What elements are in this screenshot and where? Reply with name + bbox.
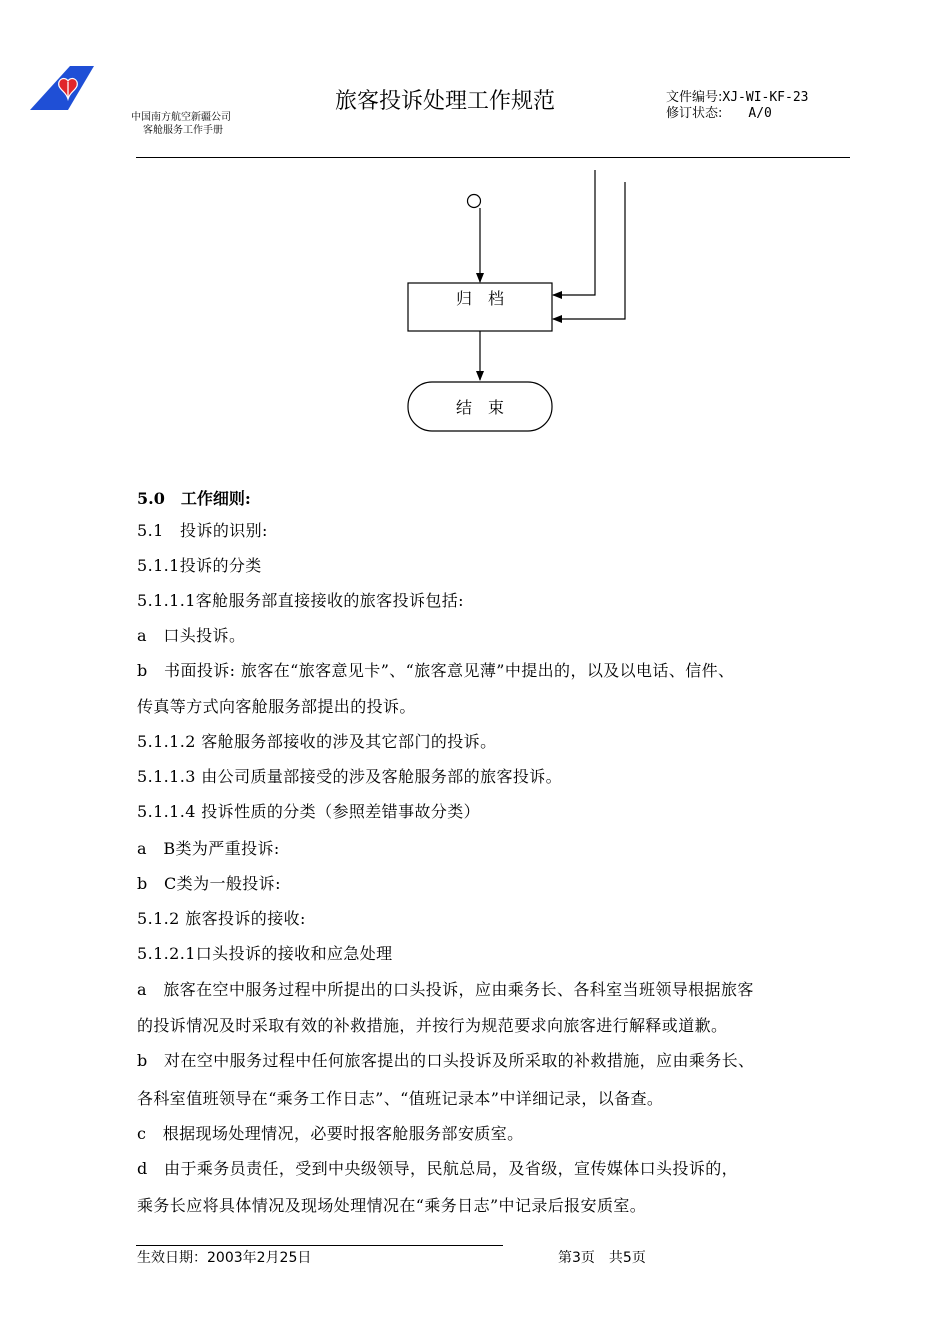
company-line-1: 中国南方航空新疆公司: [131, 112, 231, 123]
flowchart: [0, 0, 950, 440]
paragraph-line: b 对在空中服务过程中任何旅客提出的口头投诉及所采取的补救措施，应由乘务长、: [137, 1051, 755, 1070]
paragraph-line: 5.1.1.1客舱服务部直接接收的旅客投诉包括:: [137, 591, 464, 610]
paragraph-line: a 口头投诉。: [137, 626, 246, 645]
revision-label: 修订状态:: [666, 106, 723, 121]
paragraph-line: c 根据现场处理情况，必要时报客舱服务部安质室。: [137, 1124, 524, 1143]
paragraph-line: 5.1.1.4 投诉性质的分类（参照差错事故分类）: [137, 802, 481, 821]
paragraph-line: b 书面投诉: 旅客在“旅客意见卡”、“旅客意见薄”中提出的，以及以电话、信件、: [137, 661, 735, 680]
paragraph-line: 5.1.2 旅客投诉的接收:: [137, 909, 306, 928]
doc-number: XJ-WI-KF-23: [722, 90, 809, 105]
paragraph-line: 5.1.1投诉的分类: [137, 556, 262, 575]
paragraph-line: 各科室值班领导在“乘务工作日志”、“值班记录本”中详细记录，以备查。: [137, 1089, 664, 1108]
connector-circle: [468, 195, 481, 208]
archive-label: 归 档: [455, 289, 505, 308]
revision-value: A/0: [748, 106, 772, 121]
paragraph-line: 的投诉情况及时采取有效的补救措施，并按行为规范要求向旅客进行解释或道歉。: [137, 1016, 728, 1035]
page-number: 第3页 共5页: [558, 1250, 646, 1266]
paragraph-line: 传真等方式向客舱服务部提出的投诉。: [137, 697, 416, 716]
paragraph-line: d 由于乘务员责任，受到中央级领导，民航总局，及省级，宣传媒体口头投诉的，: [137, 1159, 739, 1178]
paragraph-line: 5.1 投诉的识别:: [137, 521, 268, 540]
doc-number-label: 文件编号:: [666, 90, 723, 105]
company-line-2: 客舱服务工作手册: [143, 125, 223, 136]
effective-date: 生效日期：2003年2月25日: [137, 1250, 312, 1266]
flow-line-right-1: [553, 170, 595, 295]
paragraph-line: 乘务长应将具体情况及现场处理情况在“乘务日志”中记录后报安质室。: [137, 1196, 647, 1215]
paragraph-line: 5.1.2.1口头投诉的接收和应急处理: [137, 944, 393, 963]
flow-line-right-2: [553, 182, 625, 319]
end-label: 结 束: [455, 398, 505, 417]
page-title: 旅客投诉处理工作规范: [335, 89, 556, 114]
paragraph-line: a B类为严重投诉:: [137, 839, 280, 858]
footer-rule: [136, 1245, 503, 1246]
section-heading: 5.0 工作细则:: [137, 489, 251, 508]
paragraph-line: 5.1.1.3 由公司质量部接受的涉及客舱服务部的旅客投诉。: [137, 767, 563, 786]
paragraph-line: a 旅客在空中服务过程中所提出的口头投诉，应由乘务长、各科室当班领导根据旅客: [137, 980, 754, 999]
paragraph-line: 5.1.1.2 客舱服务部接收的涉及其它部门的投诉。: [137, 732, 497, 751]
paragraph-line: b C类为一般投诉:: [137, 874, 281, 893]
